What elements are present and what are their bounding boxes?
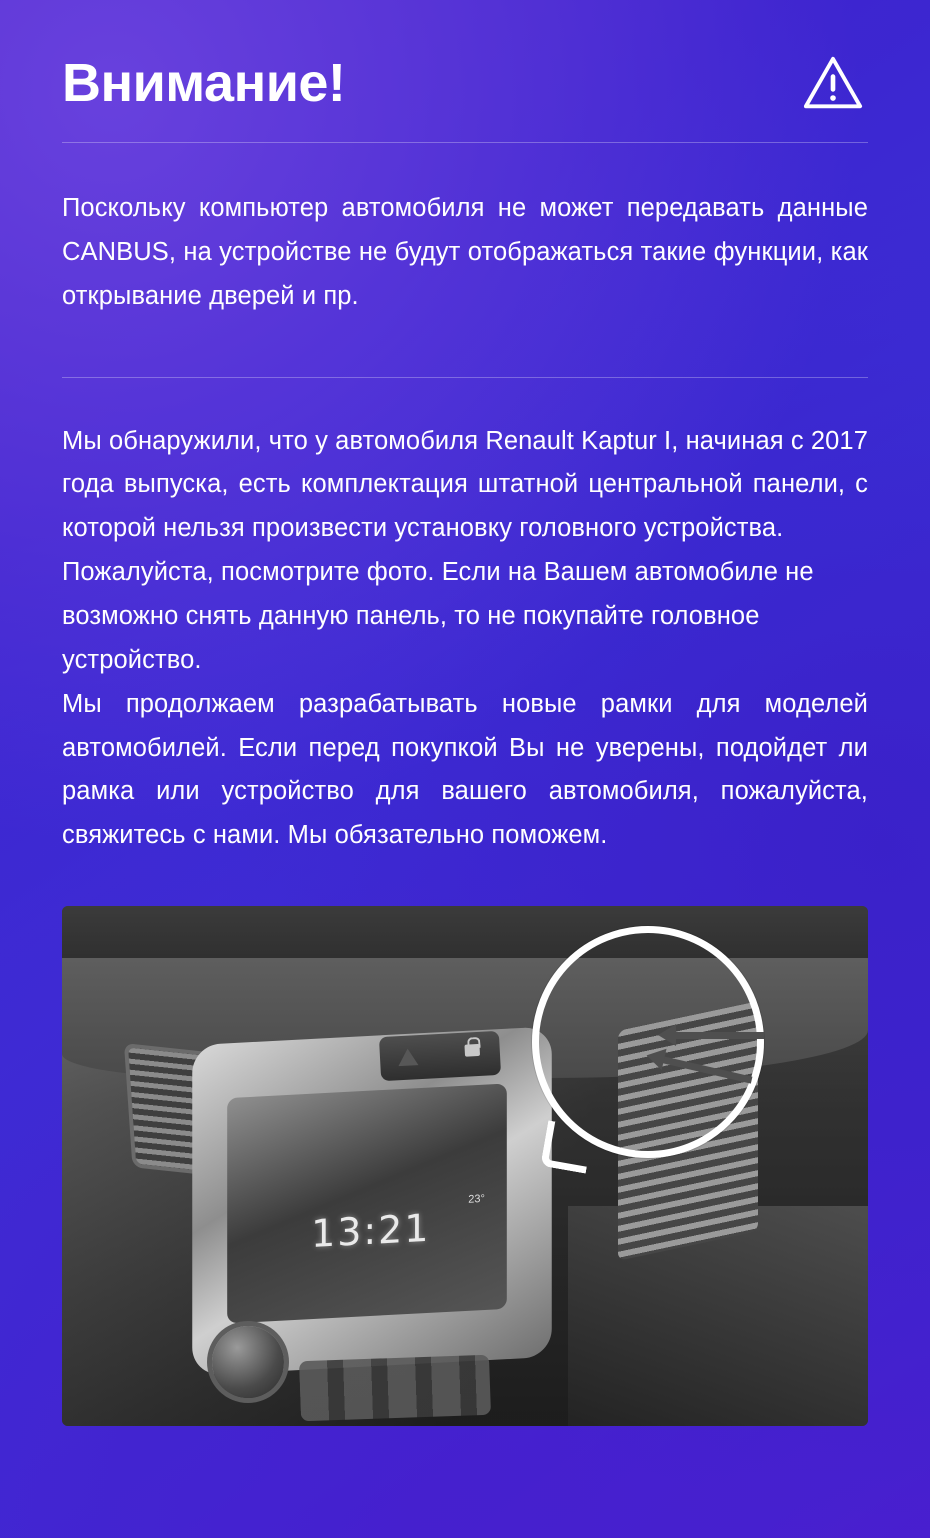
photo-callout-tail (540, 1121, 593, 1174)
details-paragraph-1: Мы обнаружили, что у автомобиля Renault Kaptur I, начиная с 2017 года выпуска, есть комплектация штатной центральной панели, с которой нельзя произвести установку головного устройства. (62, 426, 868, 543)
hazard-triangle-icon (398, 1048, 419, 1066)
compatibility-details-block (62, 378, 868, 885)
details-paragraph-2: Пожалуйста, посмотрите фото. Если на Вашем автомобиле не возможно снять данную панель, то не покупайте головное устройство. (62, 558, 814, 674)
canbus-notice-block (62, 143, 868, 359)
screen-temperature-text: 23° (468, 1192, 485, 1206)
page-header (62, 0, 868, 124)
canbus-notice-text: Поскольку компьютер автомобиля не может передавать данные CANBUS, на устройстве не будут отображаться такие функции, как открывание дверей и пр. (62, 194, 868, 310)
dashboard-photo (62, 906, 868, 1426)
details-paragraph-3: Мы продолжаем разрабатывать новые рамки для моделей автомобилей. Если перед покупкой Вы не уверены, подойдет ли рамка или устройство для вашего автомобиля, пожалуйста, свяжитесь с нами. Мы обязательно поможем. (62, 689, 868, 850)
door-lock-icon (464, 1044, 480, 1057)
dashboard-photo-image (62, 906, 868, 1426)
photo-climate-knob (212, 1326, 284, 1398)
page-title: Внимание! (62, 52, 346, 113)
photo-hazard-button-cluster (379, 1031, 501, 1081)
photo-arrow-1 (674, 1032, 764, 1039)
warning-triangle-icon (802, 52, 864, 114)
photo-console-buttons (299, 1355, 491, 1422)
screen-clock-text: 13:21 (311, 1205, 431, 1257)
photo-head-unit-screen (227, 1084, 507, 1324)
